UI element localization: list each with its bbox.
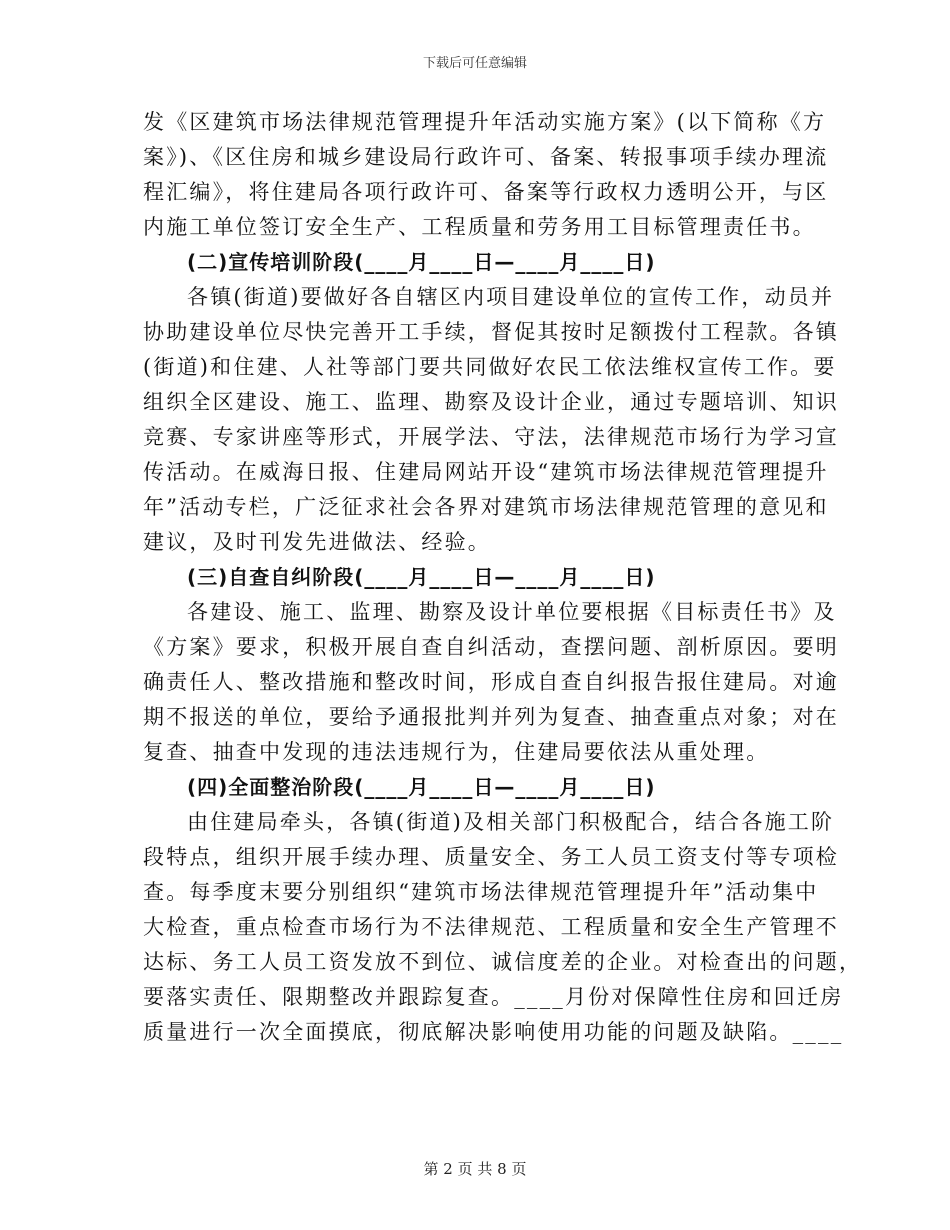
document-body <box>143 105 863 1050</box>
body-text-line: 建议，及时刊发先进做法、经验。 <box>143 530 491 554</box>
section-heading: (三)自查自纠阶段(____月____日—____月____日) <box>187 565 656 589</box>
body-text-line: 达标、务工人员工资发放不到位、诚信度差的企业。对检查出的问题， <box>143 950 863 974</box>
page-header: 下载后可任意编辑 <box>422 56 527 71</box>
body-text-line: 由住建局牵头，各镇(街道)及相关部门积极配合，结合各施工阶 <box>187 810 835 834</box>
section-heading: (二)宣传培训阶段(____月____日—____月____日) <box>187 250 656 274</box>
body-text-line: 查。每季度末要分别组织“建筑市场法律规范管理提升年”活动集中 <box>143 880 819 904</box>
body-text-line: 组织全区建设、施工、监理、勘察及设计企业，通过专题培训、知识 <box>143 390 839 414</box>
body-text-line: 《方案》要求，积极开展自查自纠活动，查摆问题、剖析原因。要明 <box>143 635 839 659</box>
body-text-line: 传活动。在威海日报、住建局网站开设“建筑市场法律规范管理提升 <box>143 460 829 484</box>
body-text-line: 期不报送的单位，要给予通报批判并列为复查、抽查重点对象；对在 <box>143 705 839 729</box>
body-text-line: 协助建设单位尽快完善开工手续，督促其按时足额拨付工程款。各镇 <box>143 320 839 344</box>
body-text-line: 大检查，重点检查市场行为不法律规范、工程质量和安全生产管理不 <box>143 915 839 939</box>
body-text-line: 案》)、《区住房和城乡建设局行政许可、备案、转报事项手续办理流 <box>143 145 829 169</box>
body-text-line: 复查、抽查中发现的违法违规行为，住建局要依法从重处理。 <box>143 740 770 764</box>
body-text-line: 竞赛、专家讲座等形式，开展学法、守法，法律规范市场行为学习宣 <box>143 425 839 449</box>
body-text-line: 各镇(街道)要做好各自辖区内项目建设单位的宣传工作，动员并 <box>187 285 835 309</box>
body-text-line: 内施工单位签订安全生产、工程质量和劳务用工目标管理责任书。 <box>143 215 816 239</box>
page-footer: 第 2 页 共 8 页 <box>423 1160 527 1178</box>
body-text-line: 程汇编》，将住建局各项行政许可、备案等行政权力透明公开，与区 <box>143 180 829 204</box>
section-heading: (四)全面整治阶段(____月____日—____月____日) <box>187 775 656 799</box>
body-text-line: 发《区建筑市场法律规范管理提升年活动实施方案》(以下简称《方 <box>143 110 827 134</box>
body-text-line: (街道)和住建、人社等部门要共同做好农民工依法维权宣传工作。要 <box>143 355 837 379</box>
body-text-line: 各建设、施工、监理、勘察及设计单位要根据《目标责任书》及 <box>187 600 837 624</box>
body-text-line: 确责任人、整改措施和整改时间，形成自查自纠报告报住建局。对逾 <box>143 670 839 694</box>
body-text-line: 质量进行一次全面摸底，彻底解决影响使用功能的问题及缺陷。____ <box>143 1020 844 1044</box>
body-text-line: 段特点，组织开展手续办理、质量安全、务工人员工资支付等专项检 <box>143 845 839 869</box>
body-text-line: 年”活动专栏，广泛征求社会各界对建筑市场法律规范管理的意见和 <box>143 495 829 519</box>
body-text-line: 要落实责任、限期整改并跟踪复查。____月份对保障性住房和回迁房 <box>143 985 844 1009</box>
